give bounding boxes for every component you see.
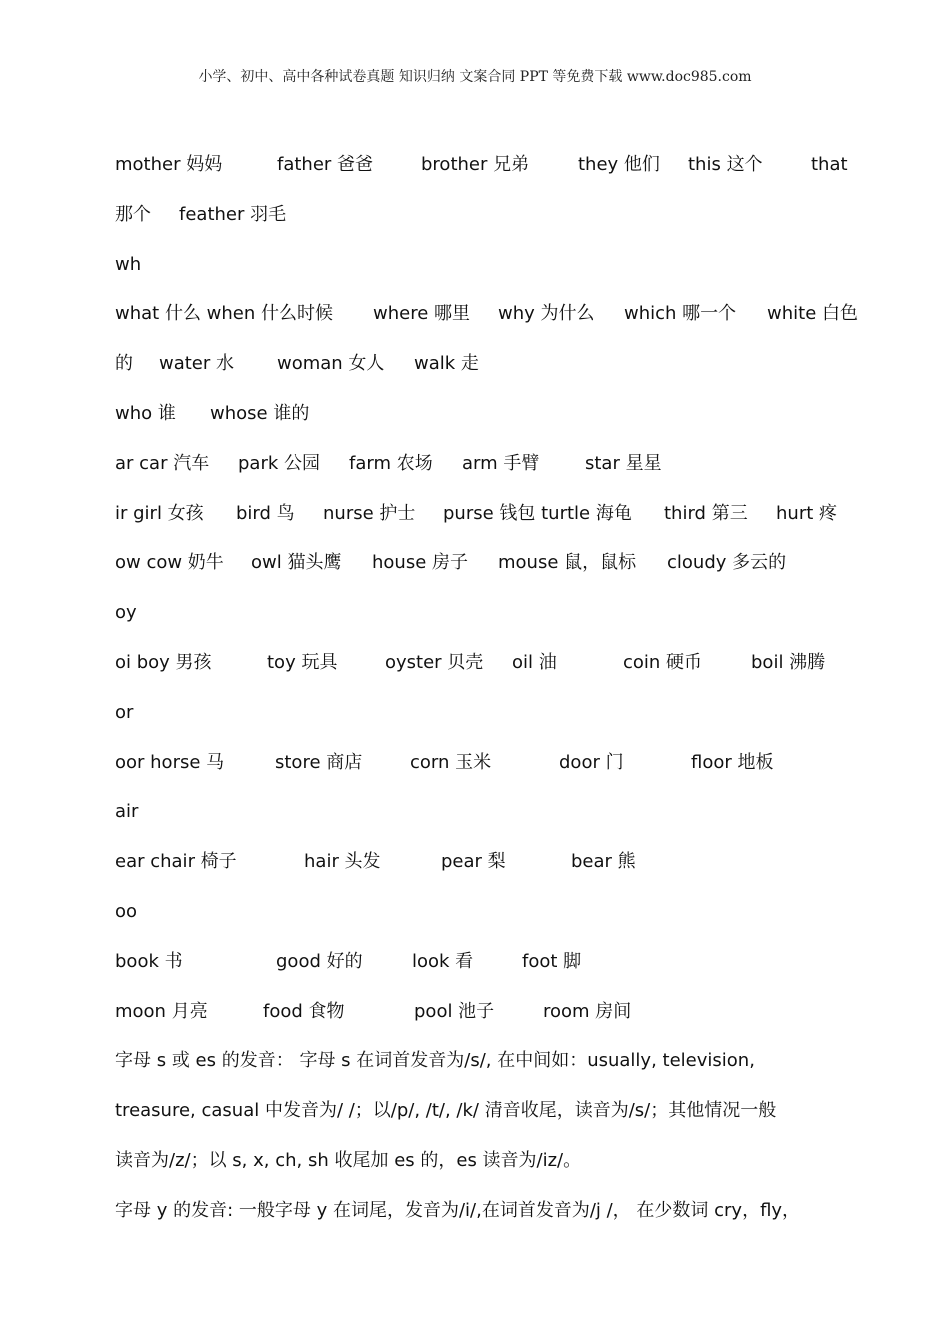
vocab-word: good 好的 xyxy=(276,950,363,972)
vocab-word: water 水 xyxy=(159,353,235,375)
vocab-word: they 他们 xyxy=(578,154,660,175)
vocab-word: mouse 鼠，鼠标 xyxy=(498,552,637,574)
note-line: 字母 s 或 es 的发音： 字母 s 在词首发音为/s/, 在中间如：usually, television, xyxy=(115,1050,755,1072)
note-line: treasure, casual 中发音为/ /；以/p/, /t/, /k/ 清音收尾，读音为/s/；其他情况一般 xyxy=(115,1100,777,1122)
vocab-line xyxy=(115,945,875,995)
vocab-word: pear 梨 xyxy=(441,851,506,873)
vocab-word: moon 月亮 xyxy=(115,1000,208,1022)
vocab-word: park 公园 xyxy=(238,452,321,474)
vocab-word: why 为什么 xyxy=(498,303,595,325)
vocab-line xyxy=(115,596,875,646)
vocab-word: woman 女人 xyxy=(277,353,385,375)
pronunciation-note xyxy=(115,1044,875,1193)
vocab-word: room 房间 xyxy=(543,1000,632,1022)
vocab-line xyxy=(115,646,875,696)
vocab-word: whose 谁的 xyxy=(210,402,310,424)
page-header: 小学、初中、高中各种试卷真题 知识归纳 文案合同 PPT 等免费下载 www.doc985.com xyxy=(198,69,752,85)
vocab-word: wh xyxy=(115,253,142,275)
vocab-word: corn 玉米 xyxy=(410,751,492,773)
vocab-word: pool 池子 xyxy=(414,1000,495,1022)
vocab-word: arm 手臂 xyxy=(462,452,540,474)
vocab-word: bear 熊 xyxy=(571,851,636,873)
vocab-line xyxy=(115,248,875,298)
vocab-word: who 谁 xyxy=(115,402,176,424)
vocab-word: this 这个 xyxy=(688,154,763,175)
vocab-word: coin 硬币 xyxy=(623,651,703,673)
vocab-word: cloudy 多云的 xyxy=(667,552,787,574)
vocab-word: walk 走 xyxy=(414,353,479,375)
vocab-word: ar car 汽车 xyxy=(115,452,210,474)
vocabulary-list xyxy=(115,148,875,1244)
vocab-word: hair 头发 xyxy=(304,851,381,873)
vocab-line xyxy=(115,746,875,796)
vocab-word: ear chair 椅子 xyxy=(115,851,237,873)
vocab-line xyxy=(115,546,875,596)
vocab-word: which 哪一个 xyxy=(624,303,737,325)
vocab-word: toy 玩具 xyxy=(267,651,338,673)
vocab-line xyxy=(115,497,875,547)
vocab-line xyxy=(115,895,875,945)
vocab-word: that xyxy=(811,154,848,175)
vocab-word: house 房子 xyxy=(372,552,469,574)
vocab-word: foot 脚 xyxy=(522,950,582,972)
vocab-word: brother 兄弟 xyxy=(421,154,530,175)
vocab-line xyxy=(115,995,875,1045)
vocab-word: look 看 xyxy=(412,950,474,972)
vocab-word: what 什么 when 什么时候 xyxy=(115,303,333,325)
vocab-word: oil 油 xyxy=(512,651,557,673)
vocab-word: store 商店 xyxy=(275,751,363,773)
vocab-word: third 第三 xyxy=(664,502,748,524)
vocab-line xyxy=(115,148,875,198)
vocab-word: farm 农场 xyxy=(349,452,433,474)
vocab-word: mother 妈妈 xyxy=(115,154,223,175)
vocab-word: oor horse 马 xyxy=(115,751,225,773)
vocab-line xyxy=(115,347,875,397)
vocab-line xyxy=(115,696,875,746)
vocab-word: purse 钱包 turtle 海龟 xyxy=(443,502,632,524)
vocab-line xyxy=(115,397,875,447)
vocab-word: ow cow 奶牛 xyxy=(115,552,224,574)
vocab-word: door 门 xyxy=(559,751,624,773)
vocab-line xyxy=(115,198,875,248)
note-line: 字母 y 的发音: 一般字母 y 在词尾，发音为/i/,在词首发音为/j /， 在少数词 cry，fly， xyxy=(115,1199,801,1221)
vocab-word: oyster 贝壳 xyxy=(385,651,484,673)
vocab-word: book 书 xyxy=(115,950,183,972)
vocab-word: oi boy 男孩 xyxy=(115,651,212,673)
pronunciation-note xyxy=(115,1194,875,1244)
vocab-word: owl 猫头鹰 xyxy=(251,552,342,574)
vocab-word: food 食物 xyxy=(263,1000,345,1022)
vocab-word: ir girl 女孩 xyxy=(115,502,204,524)
vocab-word: bird 鸟 xyxy=(236,502,295,524)
vocab-word: 那个 xyxy=(115,203,151,225)
vocab-word: feather 羽毛 xyxy=(179,203,287,225)
vocab-word: or xyxy=(115,701,134,723)
note-line: 读音为/z/；以 s, x, ch, sh 收尾加 es 的，es 读音为/iz/。 xyxy=(115,1149,582,1171)
vocab-word: boil 沸腾 xyxy=(751,651,826,673)
vocab-word: air xyxy=(115,801,139,823)
vocab-word: oo xyxy=(115,900,138,922)
vocab-word: father 爸爸 xyxy=(277,154,374,175)
vocab-line xyxy=(115,795,875,845)
vocab-word: nurse 护士 xyxy=(323,502,416,524)
vocab-word: where 哪里 xyxy=(373,303,471,325)
vocab-word: floor 地板 xyxy=(691,751,774,773)
vocab-line xyxy=(115,447,875,497)
vocab-word: oy xyxy=(115,602,137,624)
vocab-line xyxy=(115,297,875,347)
vocab-word: star 星星 xyxy=(585,452,662,474)
vocab-word: hurt 疼 xyxy=(776,502,837,524)
vocab-line xyxy=(115,845,875,895)
vocab-word: 的 xyxy=(115,353,133,375)
vocab-word: white 白色 xyxy=(767,303,858,325)
